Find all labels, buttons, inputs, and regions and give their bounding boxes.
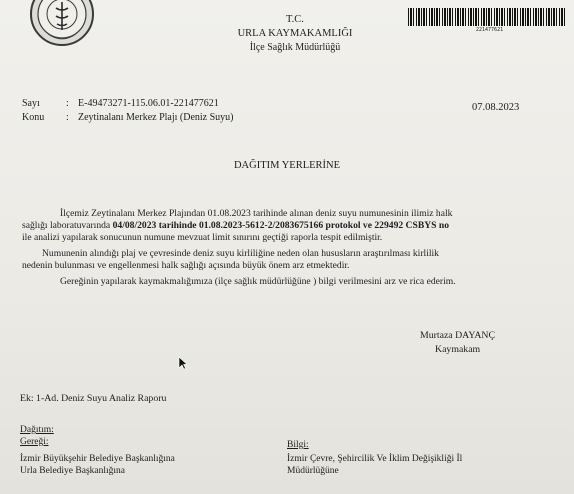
gereg-label: Gereği: — [20, 437, 49, 447]
header-mudurluk: İlçe Sağlık Müdürlüğü — [249, 42, 341, 53]
bilgi-label: Bilgi: — [287, 440, 309, 450]
sayi-value: E-49473271-115.06.01-221477621 — [78, 98, 219, 109]
body-p1-line3: ile analizi yapılarak sonucunun numune mevzuat limit sınırını geçtiği raporla tespit edilmiştir. — [22, 232, 383, 243]
sayi-label: Sayı — [22, 98, 40, 109]
attachment-line: Ek: 1-Ad. Deniz Suyu Analiz Raporu — [20, 393, 167, 404]
body-p3-line1: Gereğinin yapılarak kaymakmalığımıza (ilçe sağlık müdürlüğüne ) bilgi verilmesini arz ve rica ederim. — [60, 276, 456, 287]
mouse-cursor-icon — [178, 356, 188, 370]
document-date: 07.08.2023 — [472, 102, 520, 113]
barcode-number: 221477621 — [476, 27, 504, 33]
distribution-heading: Dağıtım: — [20, 425, 54, 435]
gereg-item: Urla Belediye Başkanlığına — [20, 466, 125, 476]
body-p1-line1: İlçemiz Zeytinalanı Merkez Plajından 01.08.2023 tarihinde alınan deniz suyu numunesinin ilimiz halk — [60, 208, 453, 219]
header-kaymakamlik: URLA KAYMAKAMLIĞI — [237, 28, 353, 39]
body-p2-line2: nedenin bulunması ve engellenmesi halk sağlığı açısında büyük önem arz etmektedir. — [22, 260, 350, 271]
gereg-item: İzmir Büyükşehir Belediye Başkanlığına — [20, 454, 175, 464]
konu-value: Zeytinalanı Merkez Plajı (Deniz Suyu) — [78, 112, 234, 123]
signer-title: Kaymakam — [435, 344, 481, 355]
body-p2-line1: Numunenin alındığı plaj ve çevresinde deniz suyu kirliliğine neden olan hususların araştırılması kirlilik — [42, 248, 439, 259]
body-p1-line2 — [22, 220, 552, 232]
konu-label: Konu — [22, 112, 45, 123]
bilgi-item: İzmir Çevre, Şehircilik Ve İklim Değişikliği İl — [287, 454, 463, 464]
header-tc: T.C. — [286, 14, 304, 25]
ministry-seal-icon — [30, 0, 94, 50]
konu-sep: : — [66, 112, 69, 123]
signer-name: Murtaza DAYANÇ — [420, 330, 496, 341]
sayi-sep: : — [66, 98, 69, 109]
distribution-title: DAĞITIM YERLERİNE — [233, 160, 341, 171]
body-p1-line2-a: sağlığı laboratuvarında — [22, 220, 113, 231]
bilgi-item: Müdürlüğüne — [287, 466, 339, 476]
body-p1-line2-bold: 04/08/2023 tarihinde 01.08.2023-5612-2/2083675166 protokol ve 229492 CSBYS no — [112, 220, 450, 231]
